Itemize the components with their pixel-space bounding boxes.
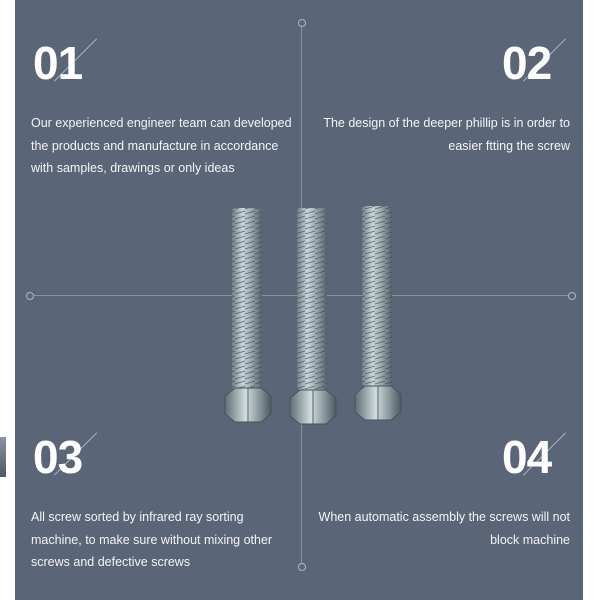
feature-number: 01 [33,37,83,89]
divider-node-bottom [298,563,306,571]
feature-description: All screw sorted by infrared ray sorting machine, to make sure without mixing other screws and defective screws [31,510,273,569]
feature-description: Our experienced engineer team can developed the products and manufacture in accordance with samples, drawings or only ideas [31,116,292,175]
feature-number: 02 [502,37,552,89]
bolt-1 [225,208,271,422]
edge-fragment [0,437,6,477]
divider-node-left [26,292,34,300]
bolts-image [205,200,405,430]
feature-number: 03 [33,431,83,483]
divider-node-top [298,19,306,27]
bolt-3 [355,206,401,420]
bolt-2 [290,208,336,424]
divider-node-right [568,292,576,300]
feature-description: The design of the deeper phillip is in order to easier ftting the screw [323,116,570,153]
bolts-illustration [205,200,405,430]
feature-number: 04 [502,431,552,483]
feature-panel [15,0,583,600]
feature-description: When automatic assembly the screws will not block machine [318,510,570,547]
